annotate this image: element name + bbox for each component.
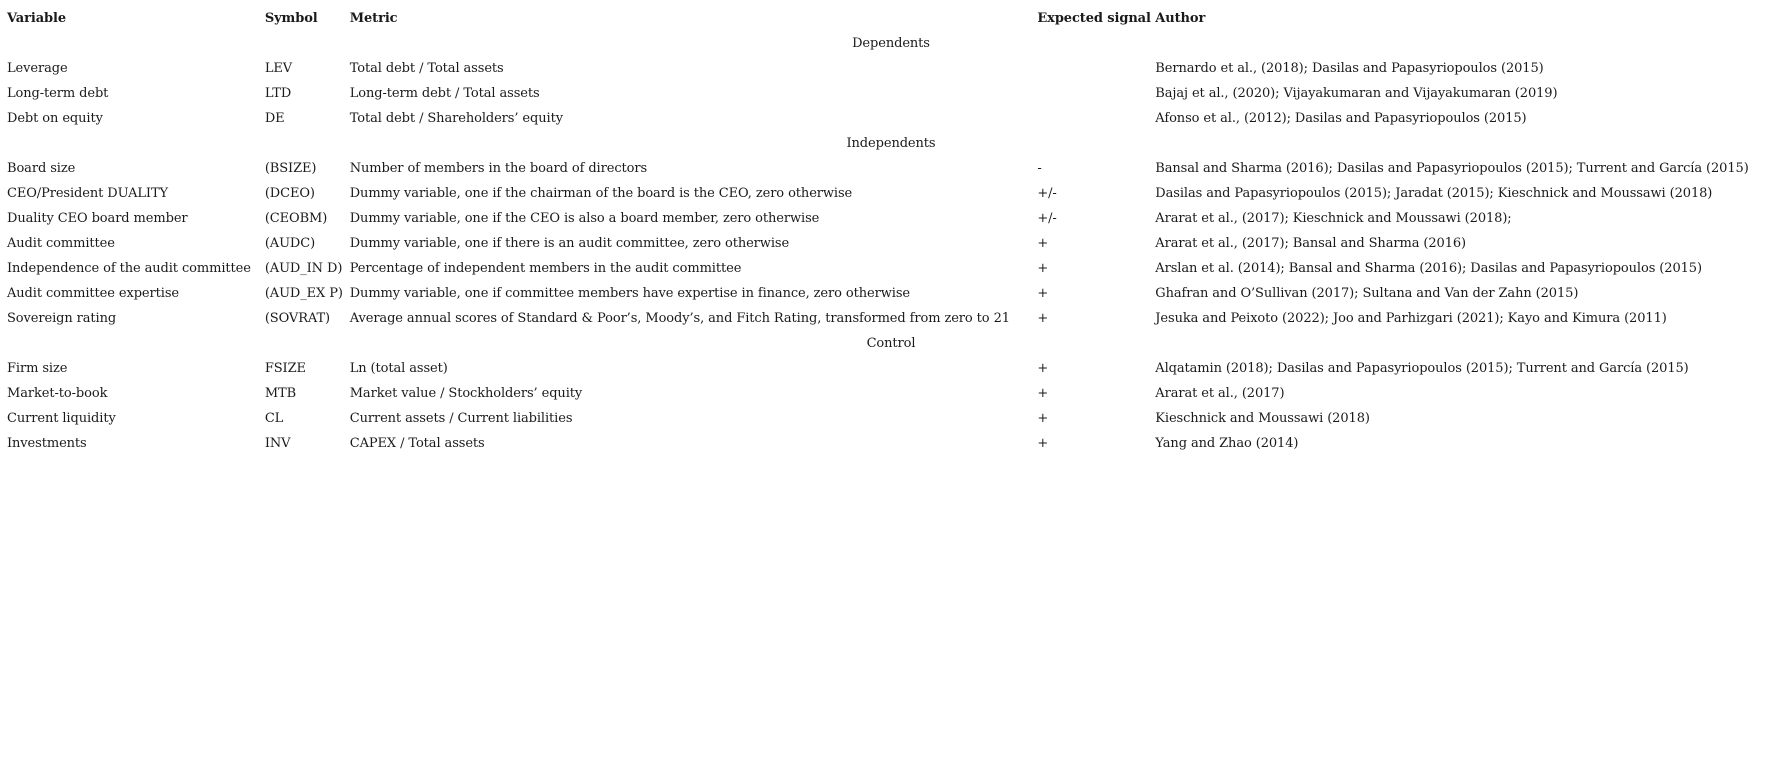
table-row — [7, 181, 1775, 206]
signal-cell — [1037, 106, 1155, 131]
metric-cell: Dummy variable, one if there is an audit committee, zero otherwise — [349, 236, 790, 251]
variable-cell: Audit committee expertise — [7, 286, 179, 301]
signal-cell: + — [1037, 436, 1049, 451]
header-symbol: Symbol — [264, 11, 318, 26]
table-row — [7, 81, 1775, 106]
table-row — [7, 106, 1775, 131]
symbol-cell: (AUD_EX P) — [264, 286, 343, 301]
variable-cell: Debt on equity — [7, 111, 103, 126]
section-label-control: Control — [866, 336, 916, 351]
signal-cell: + — [1037, 361, 1049, 376]
symbol-cell: DE — [264, 111, 285, 126]
signal-cell: + — [1037, 286, 1049, 301]
section-label-independents: Independents — [846, 136, 936, 151]
table-row — [7, 306, 1775, 331]
metric-cell: Average annual scores of Standard & Poor’s, Moody’s, and Fitch Rating, transformed from zero to 21 — [349, 311, 1010, 326]
author-cell: Bajaj et al., (2020); Vijayakumaran and Vijayakumaran (2019) — [1155, 86, 1558, 101]
signal-cell — [1037, 56, 1155, 81]
variable-cell: Audit committee — [7, 236, 115, 251]
variable-cell: Independence of the audit committee — [7, 261, 251, 276]
symbol-cell: FSIZE — [264, 361, 306, 376]
header-expected-signal: Expected signal — [1037, 11, 1151, 26]
variable-cell: CEO/President DUALITY — [7, 186, 168, 201]
metric-cell: Percentage of independent members in the audit committee — [349, 261, 742, 276]
table-row — [7, 231, 1775, 256]
metric-cell: Ln (total asset) — [349, 361, 448, 376]
section-row-independents — [7, 131, 1775, 156]
section-row-control — [7, 331, 1775, 356]
variable-cell: Current liquidity — [7, 411, 116, 426]
table-row — [7, 156, 1775, 181]
author-cell: Afonso et al., (2012); Dasilas and Papasyriopoulos (2015) — [1155, 111, 1527, 126]
author-cell: Ararat et al., (2017); Kieschnick and Moussawi (2018); — [1155, 211, 1512, 226]
symbol-cell: (BSIZE) — [264, 161, 317, 176]
author-cell: Alqatamin (2018); Dasilas and Papasyriopoulos (2015); Turrent and García (2015) — [1155, 361, 1689, 376]
symbol-cell: (AUDC) — [264, 236, 316, 251]
author-cell: Kieschnick and Moussawi (2018) — [1155, 411, 1370, 426]
header-author: Author — [1155, 11, 1206, 26]
variable-cell: Board size — [7, 161, 76, 176]
header-row — [7, 6, 1775, 31]
variable-cell: Market-to-book — [7, 386, 108, 401]
signal-cell: +/- — [1037, 186, 1057, 201]
metric-cell: Dummy variable, one if the chairman of the board is the CEO, zero otherwise — [349, 186, 853, 201]
metric-cell: Market value / Stockholders’ equity — [349, 386, 583, 401]
table-row — [7, 281, 1775, 306]
table-row — [7, 356, 1775, 381]
author-cell: Yang and Zhao (2014) — [1155, 436, 1299, 451]
symbol-cell: (CEOBM) — [264, 211, 328, 226]
symbol-cell: LEV — [264, 61, 293, 76]
metric-cell: Total debt / Shareholders’ equity — [349, 111, 563, 126]
author-cell: Bansal and Sharma (2016); Dasilas and Papasyriopoulos (2015); Turrent and García (2015) — [1155, 161, 1749, 176]
signal-cell: + — [1037, 236, 1049, 251]
signal-cell: + — [1037, 311, 1049, 326]
table-row — [7, 406, 1775, 431]
signal-cell: +/- — [1037, 211, 1057, 226]
metric-cell: Long-term debt / Total assets — [349, 86, 540, 101]
symbol-cell: (SOVRAT) — [264, 311, 331, 326]
symbol-cell: (DCEO) — [264, 186, 315, 201]
metric-cell: Total debt / Total assets — [349, 61, 504, 76]
variables-table — [7, 6, 1775, 456]
author-cell: Dasilas and Papasyriopoulos (2015); Jaradat (2015); Kieschnick and Moussawi (2018) — [1155, 186, 1713, 201]
author-cell: Ararat et al., (2017); Bansal and Sharma (2016) — [1155, 236, 1467, 251]
symbol-cell: MTB — [264, 386, 297, 401]
variable-cell: Firm size — [7, 361, 68, 376]
variable-cell: Sovereign rating — [7, 311, 117, 326]
metric-cell: Current assets / Current liabilities — [349, 411, 573, 426]
table-row — [7, 206, 1775, 231]
table-row — [7, 431, 1775, 456]
section-row-dependents — [7, 31, 1775, 56]
symbol-cell: CL — [264, 411, 284, 426]
metric-cell: Dummy variable, one if committee members have expertise in finance, zero otherwise — [349, 286, 910, 301]
author-cell: Bernardo et al., (2018); Dasilas and Papasyriopoulos (2015) — [1155, 61, 1544, 76]
author-cell: Arslan et al. (2014); Bansal and Sharma (2016); Dasilas and Papasyriopoulos (2015) — [1155, 261, 1702, 276]
variable-cell: Leverage — [7, 61, 68, 76]
section-label-dependents: Dependents — [852, 36, 930, 51]
table-row — [7, 381, 1775, 406]
variable-cell: Duality CEO board member — [7, 211, 188, 226]
header-metric: Metric — [349, 11, 398, 26]
symbol-cell: LTD — [264, 86, 292, 101]
signal-cell: + — [1037, 261, 1049, 276]
signal-cell: + — [1037, 386, 1049, 401]
author-cell: Ghafran and O’Sullivan (2017); Sultana and Van der Zahn (2015) — [1155, 286, 1579, 301]
author-cell: Ararat et al., (2017) — [1155, 386, 1285, 401]
metric-cell: Number of members in the board of directors — [349, 161, 648, 176]
symbol-cell: (AUD_IN D) — [264, 261, 343, 276]
signal-cell — [1037, 81, 1155, 106]
variable-cell: Investments — [7, 436, 87, 451]
table-row — [7, 256, 1775, 281]
signal-cell: - — [1037, 161, 1042, 176]
symbol-cell: INV — [264, 436, 291, 451]
metric-cell: Dummy variable, one if the CEO is also a board member, zero otherwise — [349, 211, 820, 226]
header-variable: Variable — [7, 11, 67, 26]
metric-cell: CAPEX / Total assets — [349, 436, 485, 451]
author-cell: Jesuka and Peixoto (2022); Joo and Parhizgari (2021); Kayo and Kimura (2011) — [1155, 311, 1667, 326]
table-row — [7, 56, 1775, 81]
signal-cell: + — [1037, 411, 1049, 426]
variable-cell: Long-term debt — [7, 86, 109, 101]
